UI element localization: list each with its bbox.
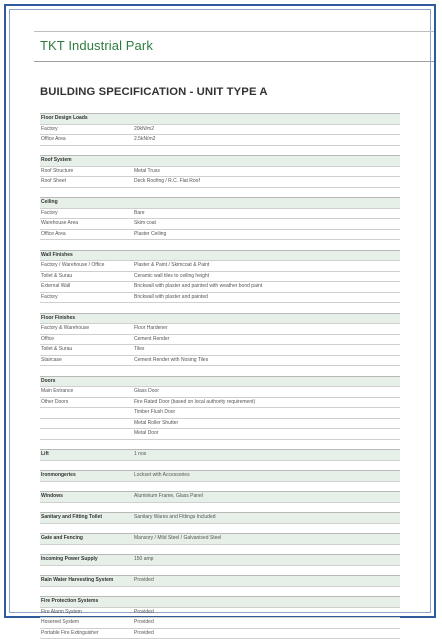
spec-label: Office Area — [41, 230, 66, 240]
section-header — [40, 376, 400, 388]
spec-row — [40, 125, 400, 136]
spec-row — [40, 272, 400, 283]
spec-value: Metal Truss — [134, 167, 160, 177]
section-gap — [40, 366, 400, 376]
section-title: Rain Water Harvesting System — [41, 576, 113, 586]
spec-row — [40, 618, 400, 629]
section-value: Aluminium Frame, Glass Panel — [134, 492, 203, 502]
spec-value: Plaster Ceiling — [134, 230, 166, 240]
spec-value: 2.5kN/m2 — [134, 135, 155, 145]
spec-value: Metal Door — [134, 429, 158, 439]
section-header — [40, 512, 400, 524]
section-title: Lift — [41, 450, 49, 460]
spec-value: Cement Render — [134, 335, 169, 345]
spec-value: Provided — [134, 618, 154, 628]
spec-row — [40, 629, 400, 639]
section-value: Mansory / Mild Steel / Galvanised Steel — [134, 534, 221, 544]
spec-label: Fire Alarm System — [41, 608, 82, 618]
spec-label: Factory — [41, 293, 58, 303]
section-header — [40, 113, 400, 125]
section-title: Fire Protection Systems — [41, 597, 98, 607]
section-header — [40, 554, 400, 566]
section-gap — [40, 188, 400, 198]
spec-label: Office Area — [41, 135, 66, 145]
spec-row — [40, 209, 400, 220]
spec-label: Factory — [41, 209, 58, 219]
section-gap — [40, 240, 400, 250]
spec-value: 20kN/m2 — [134, 125, 154, 135]
spec-row — [40, 387, 400, 398]
spec-value: Cement Render with Nosing Tiles — [134, 356, 208, 366]
section-gap — [40, 146, 400, 156]
spec-row — [40, 345, 400, 356]
section-title: Windows — [41, 492, 63, 502]
spec-value: Glass Door — [134, 387, 159, 397]
spec-value: Plaster & Paint / Skimcoat & Paint — [134, 261, 209, 271]
spec-row — [40, 219, 400, 230]
section-title: Doors — [41, 377, 55, 387]
header-rule-bottom — [34, 61, 434, 62]
spec-value: Tiles — [134, 345, 144, 355]
section-header — [40, 313, 400, 325]
spec-label: Factory — [41, 125, 58, 135]
spec-row — [40, 356, 400, 367]
section-header — [40, 449, 400, 461]
header-rule-top — [34, 31, 434, 32]
spec-label: Main Entrance — [41, 387, 73, 397]
section-title: Wall Finishes — [41, 251, 73, 261]
spec-label: Staircase — [41, 356, 62, 366]
spec-row — [40, 324, 400, 335]
spec-row — [40, 335, 400, 346]
spec-row — [40, 398, 400, 409]
section-gap — [40, 566, 400, 576]
spec-value: Skim coat — [134, 219, 156, 229]
spec-row — [40, 419, 400, 430]
section-gap — [40, 503, 400, 513]
spec-label: Roof Structure — [41, 167, 73, 177]
spec-value: Timber Flush Door — [134, 408, 175, 418]
spec-label: External Wall — [41, 282, 70, 292]
section-value: 150 amp — [134, 555, 153, 565]
spec-value: Brickwall with plaster and painted — [134, 293, 208, 303]
spec-value: Provided — [134, 629, 154, 639]
section-gap — [40, 482, 400, 492]
spec-value: Metal Roller Shutter — [134, 419, 178, 429]
section-title: Gate and Fencing — [41, 534, 83, 544]
spec-row — [40, 608, 400, 619]
spec-value: Bare — [134, 209, 145, 219]
section-header — [40, 250, 400, 262]
spec-row — [40, 282, 400, 293]
spec-row — [40, 167, 400, 178]
section-title: Incoming Power Supply — [41, 555, 98, 565]
section-header — [40, 533, 400, 545]
spec-table — [40, 113, 400, 639]
spec-title: BUILDING SPECIFICATION - UNIT TYPE A — [40, 86, 268, 98]
spec-label: Warehouse Area — [41, 219, 78, 229]
spec-value: Ceramic wall tiles to ceiling height — [134, 272, 209, 282]
spec-label: Factory & Warehouse — [41, 324, 89, 334]
spec-label: Factory / Warehouse / Office — [41, 261, 104, 271]
spec-row — [40, 135, 400, 146]
spec-row — [40, 230, 400, 241]
spec-value: Floor Hardener — [134, 324, 168, 334]
spec-label: Toilet & Surau — [41, 272, 72, 282]
section-title: Floor Finishes — [41, 314, 75, 324]
spec-value: Brickwall with plaster and painted with weather bond paint — [134, 282, 262, 292]
spec-row — [40, 293, 400, 304]
spec-value: Deck Roofing / R.C. Flat Roof — [134, 177, 200, 187]
section-header — [40, 470, 400, 482]
spec-label: Hosereel System — [41, 618, 79, 628]
section-header — [40, 197, 400, 209]
section-value: 1 nos — [134, 450, 146, 460]
section-gap — [40, 587, 400, 597]
spec-label: Toilet & Surau — [41, 345, 72, 355]
spec-label: Office — [41, 335, 54, 345]
spec-row — [40, 408, 400, 419]
section-gap — [40, 524, 400, 534]
section-title: Sanitary and Fitting Toilet — [41, 513, 102, 523]
spec-value: Provided — [134, 608, 154, 618]
section-gap — [40, 303, 400, 313]
spec-row — [40, 429, 400, 440]
section-header — [40, 491, 400, 503]
spec-row — [40, 177, 400, 188]
section-title: Ceiling — [41, 198, 58, 208]
section-value: Sanitary Wares and Fittings Included — [134, 513, 216, 523]
section-gap — [40, 461, 400, 471]
section-title: Roof System — [41, 156, 72, 166]
spec-label: Other Doors — [41, 398, 68, 408]
section-value: Lockset with Accessories — [134, 471, 190, 481]
spec-label: Portable Fire Extinguisher — [41, 629, 99, 639]
section-title: Ironmongeries — [41, 471, 76, 481]
park-title: TKT Industrial Park — [40, 38, 153, 53]
section-header — [40, 155, 400, 167]
spec-value: Fire Rated Door (based on local authority requirement) — [134, 398, 255, 408]
section-value: Provided — [134, 576, 154, 586]
section-header — [40, 575, 400, 587]
section-header — [40, 596, 400, 608]
section-title: Floor Design Loads — [41, 114, 88, 124]
section-gap — [40, 440, 400, 450]
spec-row — [40, 261, 400, 272]
spec-label: Roof Sheet — [41, 177, 66, 187]
section-gap — [40, 545, 400, 555]
